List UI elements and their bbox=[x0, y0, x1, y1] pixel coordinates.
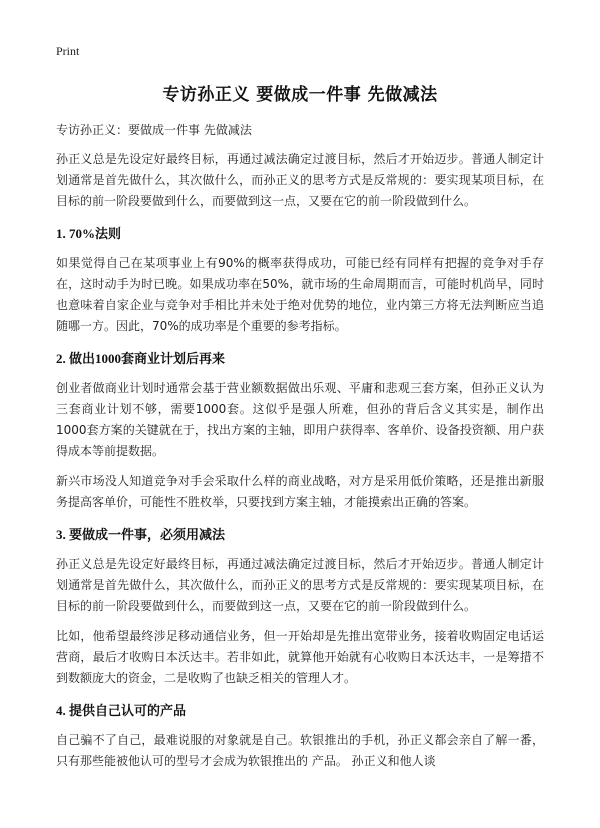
intro-paragraph: 孙正义总是先设定好最终目标，再通过减法确定过渡目标，然后才开始迈步。普通人制定计划通常是首先做什么，其次做什么，而孙正义的思考方式是反常规的：要实现某项目标，在目标的前一阶段要做到什么，而要做到这一点，又要在它的前一阶段做到什么。 bbox=[56, 152, 544, 208]
page-title: 专访孙正义 要做成一件事 先做减法 bbox=[162, 85, 438, 105]
section-heading-3: 3. 要做成一件事，必须用减法 bbox=[56, 527, 226, 542]
print-link[interactable]: Print bbox=[56, 44, 80, 58]
section-3-paragraph-1: 孙正义总是先设定好最终目标，再通过减法确定过渡目标，然后才开始迈步。普通人制定计划通常是首先做什么，其次做什么，而孙正义的思考方式是反常规的：要实现某项目标，在目标的前一阶段要做到什么，而要做到这一点，又要在它的前一阶段做到什么。 bbox=[56, 557, 544, 613]
section-heading-4: 4. 提供自己认可的产品 bbox=[56, 703, 187, 718]
section-3-paragraph-2: 比如，他希望最终涉足移动通信业务，但一开始却是先推出宽带业务，接着收购固定电话运营商，最后才收购日本沃达丰。若非如此，就算他开始就有心收购日本沃达丰，一是筹措不到数额庞大的资金，二是收购了也缺乏相关的管理人才。 bbox=[56, 629, 544, 685]
section-4-paragraph-1: 自己骗不了自己，最难说服的对象就是自己。软银推出的手机，孙正义都会亲自了解一番，只有那些能被他认可的型号才会成为软银推出的 产品。 孙正义和他人谈 bbox=[56, 733, 544, 768]
section-2-paragraph-2: 新兴市场没人知道竞争对手会采取什么样的商业战略，对方是采用低价策略，还是推出新服务提高客单价，可能性不胜枚举，只要找到方案主轴，才能摸索出正确的答案。 bbox=[56, 474, 544, 509]
section-2-paragraph-1: 创业者做商业计划时通常会基于营业额数据做出乐观、平庸和悲观三套方案，但孙正义认为三套商业计划不够，需要1000套。这似乎是强人所难，但孙的背后含义其实是，制作出1000套方案的关键就在于，找出方案的主轴，即用户获得率、客单价、设备投资额、用户获得成本等前提数据。 bbox=[56, 381, 544, 458]
article-subtitle: 专访孙正义：要做成一件事 先做减法 bbox=[56, 123, 252, 137]
section-heading-1: 1. 70%法则 bbox=[56, 226, 122, 241]
article-body bbox=[56, 149, 544, 781]
section-heading-2: 2. 做出1000套商业计划后再来 bbox=[56, 351, 226, 366]
section-1-paragraph-1: 如果觉得自己在某项事业上有90%的概率获得成功，可能已经有同样有把握的竞争对手存在，这时动手为时已晚。如果成功率在50%，就市场的生命周期而言，可能时机尚早，同时也意味着自家企业与竞争对手相比并未处于绝对优势的地位，业内第三方将无法判断应当追随哪一方。因此，70%的成功率是个重要的参考指标。 bbox=[56, 256, 544, 333]
